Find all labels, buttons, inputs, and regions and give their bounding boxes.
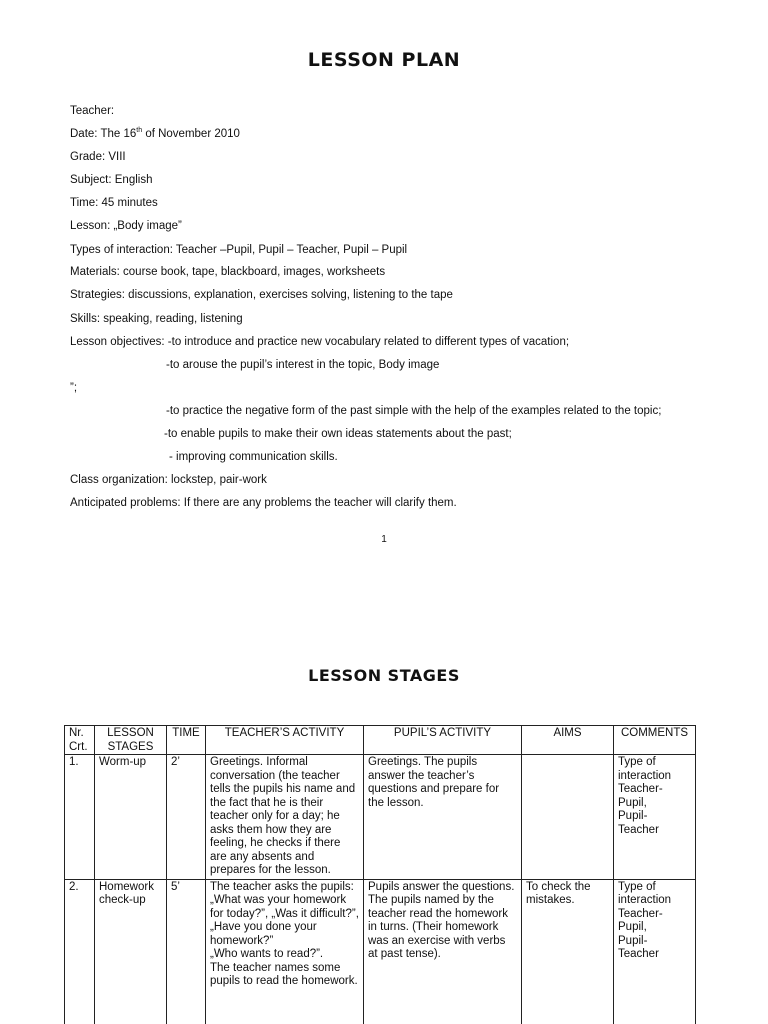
teacher-activity-text: The teacher asks the pupils: „What was your homework for today?”, „Was it difficult?”, „Have you done your homework?” [210,880,359,947]
header-stage-line2: STAGES [107,740,154,753]
header-aims: AIMS [522,726,614,755]
stage-line: Homework [99,880,154,893]
comment-line: Pupil, [618,796,647,809]
stage-line: check-up [99,894,146,906]
row-stage [95,879,167,1024]
objective-5: - improving communication skills. [169,451,338,463]
header-teacher-activity: TEACHER’S ACTIVITY [206,726,364,755]
anticipated-problems-line: Anticipated problems: If there are any problems the teacher will clarify them. [70,497,457,509]
date-sup: th [136,127,143,135]
teacher-activity-text: „Who wants to read?”. [210,948,324,960]
row-teacher-activity [206,879,364,1024]
lesson-plan-title: LESSON PLAN [307,49,461,71]
subject-line: Subject: English [70,174,153,186]
header-pupil-activity: PUPIL’S ACTIVITY [364,726,522,755]
table-row [65,755,696,880]
comment-line: Teacher- [618,783,663,795]
comment-line: Type of interaction [618,756,672,782]
header-comments: COMMENTS [614,726,696,755]
lesson-line: Lesson: „Body image” [70,220,182,232]
row-comments [614,755,696,880]
objective-3: -to practice the negative form of the past simple with the help of the examples related to the topic; [166,405,662,417]
date-after: of November 2010 [142,128,240,140]
header-stage-line1: LESSON [107,727,154,739]
comment-line: Teacher [618,823,659,836]
row-aims: To check the mistakes. [522,879,614,1024]
objective-2-continuation: ”; [70,382,78,394]
header-lesson-stages [95,726,167,755]
date-before: Date: The 16 [70,128,137,140]
objectives-line: Lesson objectives: -to introduce and practice new vocabulary related to different types of vacation; [70,336,570,348]
comment-line: Teacher- [618,907,663,920]
date-line [70,127,240,141]
lesson-stages-table [64,725,696,1024]
row-time: 5’ [167,879,206,1024]
row-pupil-activity: Pupils answer the questions. The pupils named by the teacher read the homework in turns. (Their homework was an exercise with verbs at past tense). [364,879,522,1024]
teacher-activity-text: The teacher names some pupils to read the homework. [210,961,358,987]
row-nr: 2. [65,879,95,1024]
comment-line: Pupil, [618,921,647,933]
comment-line: Type of interaction [618,880,672,906]
objective-4: -to enable pupils to make their own ideas statements about the past; [164,428,512,440]
row-time: 2’ [167,755,206,880]
lesson-stages-title: LESSON STAGES [308,666,460,685]
header-nr-line1: Nr. [69,727,84,739]
row-pupil-activity: Greetings. The pupils answer the teacher’s questions and prepare for the lesson. [364,755,522,880]
row-teacher-activity: Greetings. Informal conversation (the teacher tells the pupils his name and the fact that he is their teacher only for a day; he asks them how they are feeling, he checks if there are any absents and prepares for the lesson. [206,755,364,880]
interaction-line: Types of interaction: Teacher –Pupil, Pupil – Teacher, Pupil – Pupil [70,244,408,256]
table-row [65,879,696,1024]
grade-line: Grade: VIII [70,151,126,163]
materials-line: Materials: course book, tape, blackboard, images, worksheets [70,266,386,278]
page-number: 1 [381,534,387,545]
class-organization-line: Class organization: lockstep, pair-work [70,474,267,486]
skills-line: Skills: speaking, reading, listening [70,313,243,325]
comment-line: Teacher [618,948,659,960]
objective-2: -to arouse the pupil’s interest in the topic, Body image [166,359,440,371]
row-nr: 1. [65,755,95,880]
time-line: Time: 45 minutes [70,197,158,209]
header-nr-line2: Crt. [69,740,88,753]
strategies-line: Strategies: discussions, explanation, exercises solving, listening to the tape [70,289,453,301]
row-aims [522,755,614,880]
row-stage: Worm-up [95,755,167,880]
comment-line: Pupil- [618,810,648,822]
header-time: TIME [167,726,206,755]
header-nr [65,726,95,755]
comment-line: Pupil- [618,934,648,947]
row-comments [614,879,696,1024]
teacher-line: Teacher: [70,105,115,117]
table-header-row [65,726,696,755]
